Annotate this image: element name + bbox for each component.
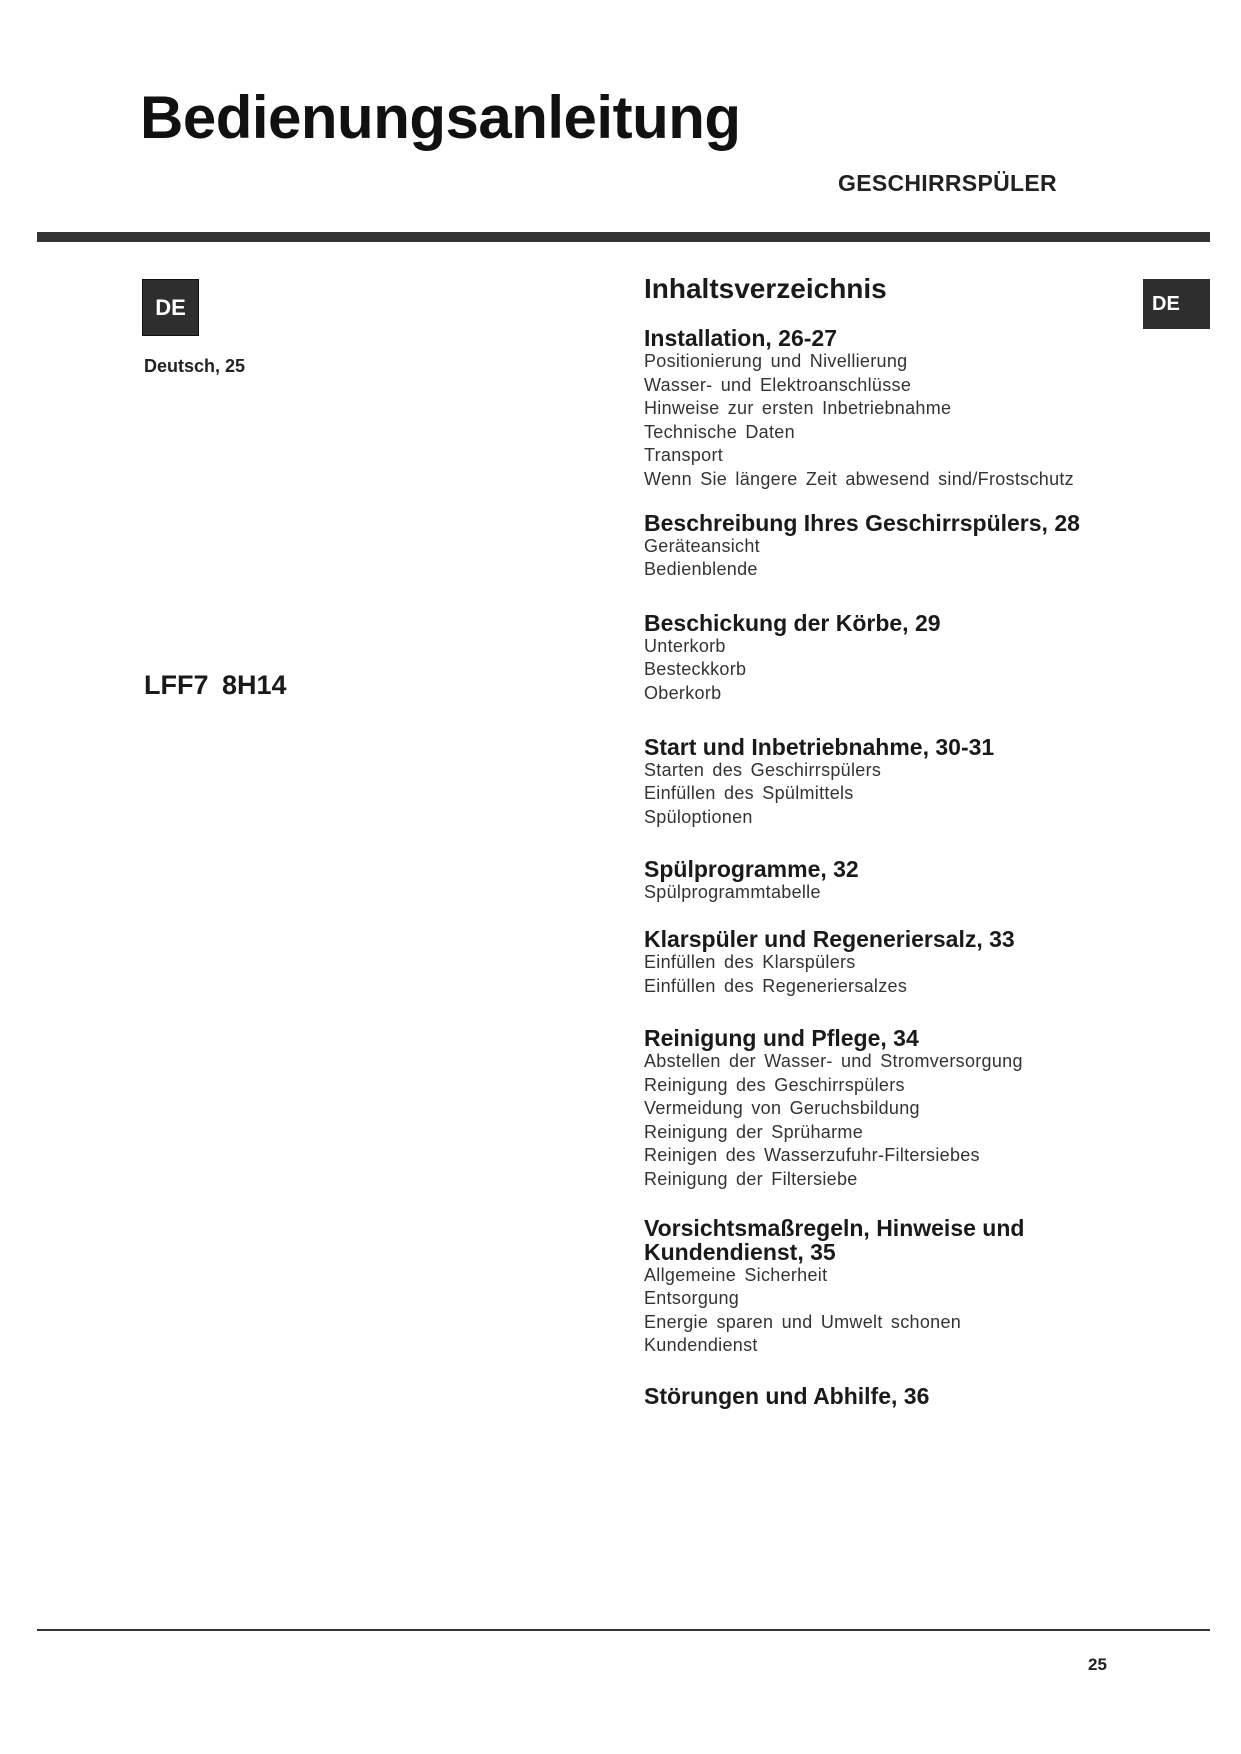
model-number: LFF7 8H14: [144, 670, 287, 700]
toc-section-stoerungen: [644, 1384, 1164, 1408]
language-badge: DE: [142, 279, 199, 336]
toc-item[interactable]: Wenn Sie längere Zeit abwesend sind/Frostschutz: [644, 468, 1074, 489]
toc-item[interactable]: Unterkorb: [644, 635, 726, 656]
toc-section-installation: [644, 326, 1164, 492]
toc-section-beschickung: [644, 611, 1164, 706]
toc-section-beschreibung: [644, 511, 1164, 582]
toc-item[interactable]: Energie sparen und Umwelt schonen: [644, 1311, 962, 1332]
product-type-label: GESCHIRRSPÜLER: [838, 170, 1057, 196]
toc-heading[interactable]: Spülprogramme, 32: [644, 856, 859, 883]
toc-item[interactable]: Besteckkorb: [644, 659, 747, 680]
toc-item[interactable]: Vermeidung von Geruchsbildung: [644, 1098, 920, 1119]
language-tab-badge: DE: [1143, 279, 1210, 329]
toc-item[interactable]: Einfüllen des Spülmittels: [644, 783, 854, 804]
table-of-contents: [644, 272, 1164, 1408]
toc-item[interactable]: Bedienblende: [644, 559, 758, 580]
toc-item[interactable]: Einfüllen des Klarspülers: [644, 951, 856, 972]
toc-item[interactable]: Reinigung der Filtersiebe: [644, 1169, 858, 1190]
toc-item[interactable]: Reinigen des Wasserzufuhr-Filtersiebes: [644, 1145, 980, 1166]
toc-item[interactable]: Hinweise zur ersten Inbetriebnahme: [644, 398, 952, 419]
bottom-divider: [37, 1629, 1210, 1631]
toc-section-reinigung: [644, 1026, 1164, 1192]
toc-heading[interactable]: Vorsichtsmaßregeln, Hinweise und Kundendienst, 35: [644, 1214, 1025, 1265]
toc-section-spuelprogramme: [644, 857, 1164, 905]
toc-title: Inhaltsverzeichnis: [644, 273, 887, 304]
toc-item[interactable]: Kundendienst: [644, 1335, 758, 1356]
toc-section-start: [644, 735, 1164, 830]
toc-item[interactable]: Transport: [644, 445, 724, 466]
toc-item[interactable]: Positionierung und Nivellierung: [644, 351, 908, 371]
toc-heading[interactable]: Beschreibung Ihres Geschirrspülers, 28: [644, 509, 1080, 536]
toc-item[interactable]: Technische Daten: [644, 421, 795, 442]
toc-item[interactable]: Abstellen der Wasser- und Stromversorgung: [644, 1051, 1023, 1072]
toc-item[interactable]: Spülprogrammtabelle: [644, 882, 821, 903]
toc-item[interactable]: Spüloptionen: [644, 806, 753, 827]
toc-section-klarspueler: [644, 927, 1164, 998]
page-number: 25: [1088, 1655, 1107, 1674]
toc-item[interactable]: Geräteansicht: [644, 535, 760, 556]
toc-heading[interactable]: Start und Inbetriebnahme, 30-31: [644, 733, 995, 760]
toc-heading[interactable]: Klarspüler und Regeneriersalz, 33: [644, 925, 1015, 952]
toc-item[interactable]: Entsorgung: [644, 1288, 740, 1309]
toc-item[interactable]: Reinigung des Geschirrspülers: [644, 1074, 905, 1095]
top-divider: [37, 232, 1210, 242]
toc-item[interactable]: Oberkorb: [644, 682, 722, 703]
toc-item[interactable]: Allgemeine Sicherheit: [644, 1264, 828, 1285]
toc-item[interactable]: Einfüllen des Regeneriersalzes: [644, 975, 908, 996]
toc-item[interactable]: Starten des Geschirrspülers: [644, 759, 882, 780]
toc-item[interactable]: Wasser- und Elektroanschlüsse: [644, 374, 912, 395]
toc-heading[interactable]: Installation, 26-27: [644, 325, 838, 351]
toc-item[interactable]: Reinigung der Sprüharme: [644, 1121, 864, 1142]
toc-heading[interactable]: Beschickung der Körbe, 29: [644, 609, 941, 636]
toc-heading[interactable]: Störungen und Abhilfe, 36: [644, 1383, 930, 1410]
toc-section-vorsichtsmassregeln: [644, 1216, 1164, 1358]
document-title: Bedienungsanleitung: [140, 84, 741, 151]
language-link-deutsch[interactable]: Deutsch, 25: [144, 356, 246, 376]
toc-heading[interactable]: Reinigung und Pflege, 34: [644, 1025, 919, 1052]
